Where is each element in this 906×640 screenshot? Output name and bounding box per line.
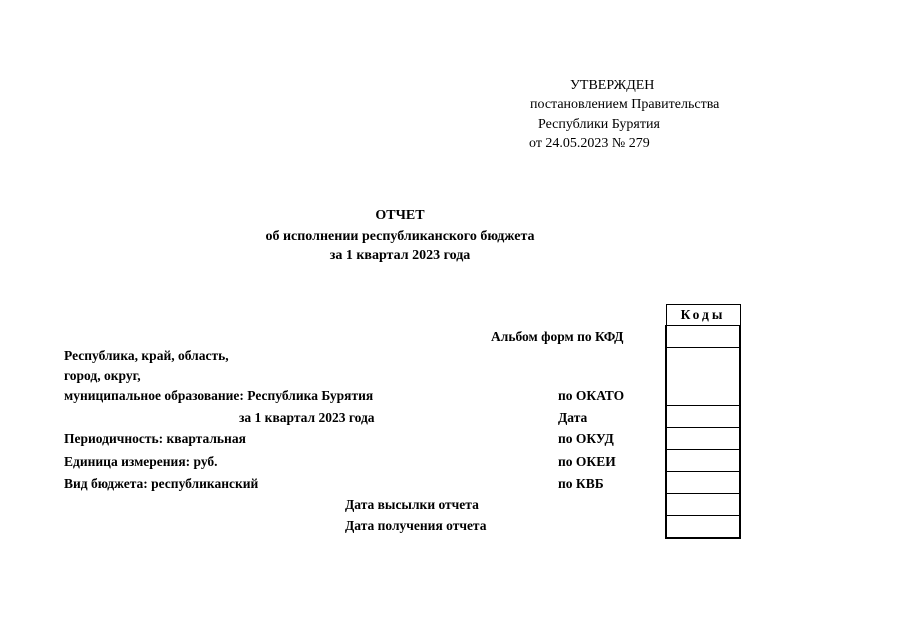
region-label: город, округ, — [64, 368, 141, 383]
code-cell-okei[interactable] — [666, 450, 740, 472]
periodicity-label: Периодичность: квартальная — [64, 431, 246, 446]
approval-heading: УТВЕРЖДЕН — [570, 78, 655, 93]
report-period: за 1 квартал 2023 года — [329, 248, 471, 263]
code-cell-receive-date[interactable] — [666, 516, 740, 538]
code-cell-kfd[interactable] — [666, 326, 740, 348]
receive-date-label: Дата получения отчета — [345, 518, 487, 533]
approval-date: от 24.05.2023 № 279 — [529, 136, 650, 151]
codes-header: Коды — [666, 305, 740, 326]
approval-line: Республики Бурятия — [538, 117, 660, 132]
code-cell-okato[interactable] — [666, 348, 740, 406]
report-title: ОТЧЕТ — [375, 208, 425, 223]
code-cell-okud[interactable] — [666, 428, 740, 450]
okei-label: по ОКЕИ — [558, 454, 616, 469]
album-label: Альбом форм по КФД — [491, 329, 624, 344]
send-date-label: Дата высылки отчета — [345, 497, 479, 512]
okud-label: по ОКУД — [558, 431, 614, 446]
okato-label: по ОКАТО — [558, 388, 625, 403]
code-cell-kvb[interactable] — [666, 472, 740, 494]
codes-table — [665, 304, 741, 539]
unit-label: Единица измерения: руб. — [64, 454, 218, 469]
municipality-label: муниципальное образование: Республика Бурятия — [64, 388, 374, 403]
code-cell-date[interactable] — [666, 406, 740, 428]
report-subtitle: об исполнении республиканского бюджета — [265, 229, 535, 244]
region-label: Республика, край, область, — [64, 348, 229, 363]
period-line: за 1 квартал 2023 года — [239, 410, 375, 425]
approval-line: постановлением Правительства — [530, 97, 720, 112]
code-cell-send-date[interactable] — [666, 494, 740, 516]
budget-type-label: Вид бюджета: республиканский — [64, 476, 259, 491]
date-label: Дата — [558, 410, 588, 425]
kvb-label: по КВБ — [558, 476, 604, 491]
